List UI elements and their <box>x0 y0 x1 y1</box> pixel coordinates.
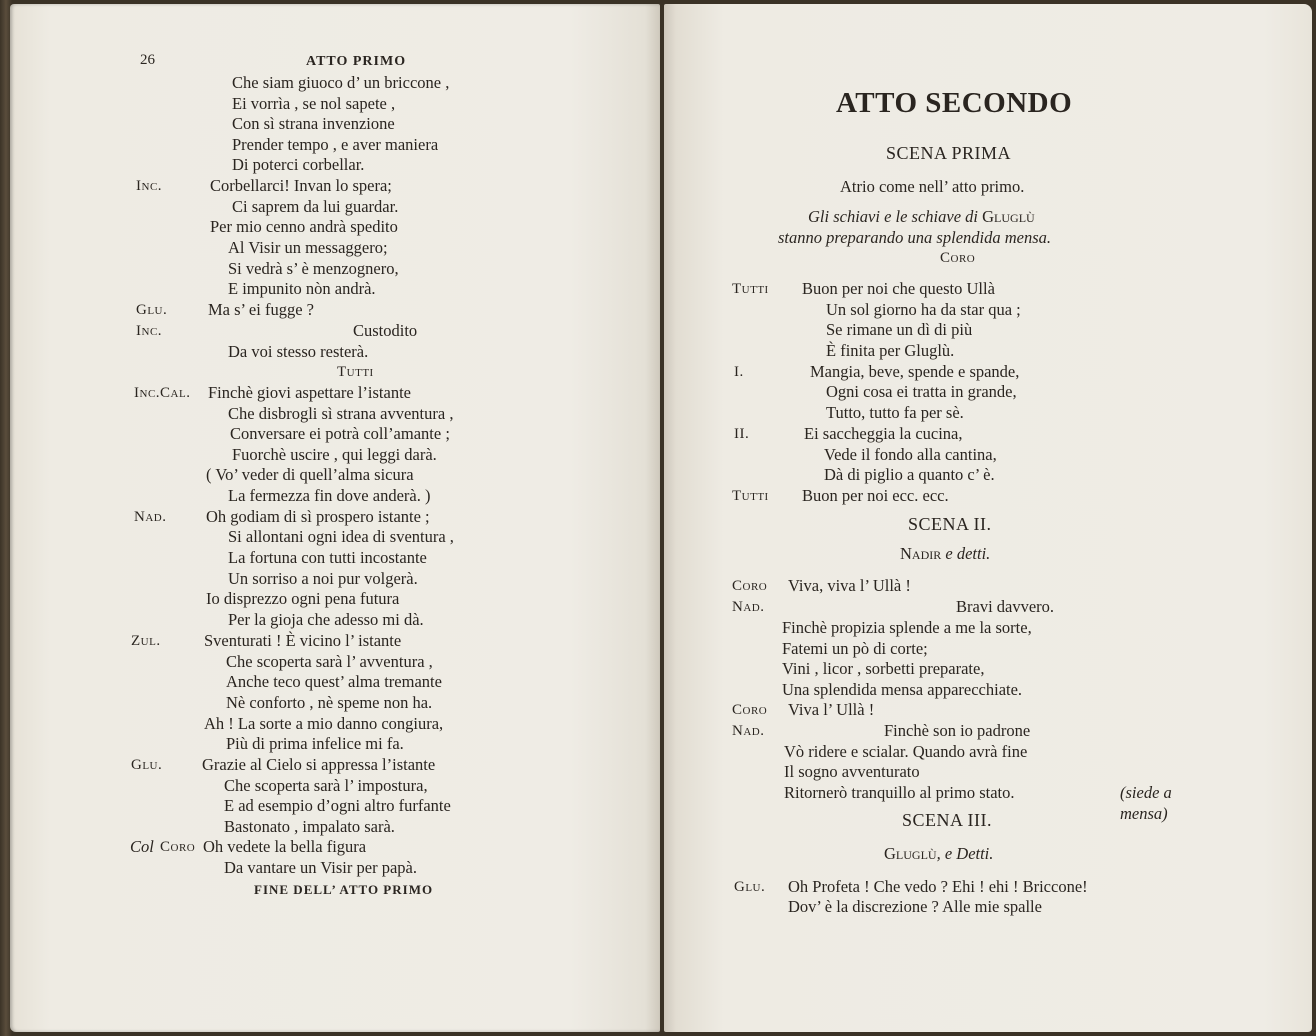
page-number: 26 <box>140 52 155 68</box>
running-head: ATTO PRIMO <box>306 54 407 69</box>
speaker-label: Inc. <box>136 178 163 194</box>
verse-line: Ei vorrìa , se nol sapete , <box>232 94 396 113</box>
verse-line: Che scoperta sarà l’ impostura, <box>224 776 428 795</box>
verse-line: Più di prima infelice mi fa. <box>226 734 404 753</box>
verse-line: Da voi stesso resterà. <box>228 342 369 361</box>
scene-cast: Nadir e detti. <box>900 544 991 563</box>
verse-line: Da vantare un Visir per papà. <box>224 858 417 877</box>
speaker-label: Nad. <box>732 599 765 615</box>
speaker-label: Tutti <box>732 488 769 504</box>
verse-line: Viva, viva l’ Ullà ! <box>788 576 911 595</box>
speaker-label: II. <box>734 426 750 442</box>
verse-line: Grazie al Cielo si appressa l’istante <box>202 755 436 774</box>
stage-direction: Gli schiavi e le schiave di Gluglù <box>808 207 1035 226</box>
verse-line: Oh Profeta ! Che vedo ? Ehi ! ehi ! Briccone! <box>788 877 1088 896</box>
speaker-label: Nad. <box>134 509 167 525</box>
verse-line: Ritornerò tranquillo al primo stato. <box>784 783 1015 802</box>
verse-line: Ei saccheggia la cucina, <box>804 424 963 443</box>
verse-line: Tutto, tutto fa per sè. <box>826 403 964 422</box>
act-title: ATTO SECONDO <box>836 87 1073 119</box>
left-page <box>10 4 660 1032</box>
verse-line: Dà di piglio a quanto c’ è. <box>824 465 995 484</box>
verse-line: Ah ! La sorte a mio danno congiura, <box>204 714 444 733</box>
verse-line: Vini , licor , sorbetti preparate, <box>782 659 985 678</box>
stage-direction: (siede a <box>1120 783 1172 802</box>
verse-line: Un sol giorno ha da star qua ; <box>826 300 1021 319</box>
speaker-label: Coro <box>160 839 196 855</box>
verse-line: Il sogno avventurato <box>784 762 920 781</box>
speaker-label: Inc. <box>136 323 163 339</box>
verse-line: La fermezza fin dove anderà. ) <box>228 486 431 505</box>
speaker-label: Col <box>130 837 154 856</box>
verse-line: Nè conforto , nè speme non ha. <box>226 693 433 712</box>
verse-line: Ogni cosa ei tratta in grande, <box>826 382 1017 401</box>
verse-line: Conversare ei potrà coll’amante ; <box>230 424 450 443</box>
act-end-footer: FINE DELL’ ATTO PRIMO <box>254 882 434 897</box>
verse-line: Di poterci corbellar. <box>232 155 365 174</box>
verse-line: Anche teco quest’ alma tremante <box>226 672 442 691</box>
verse-line: Io disprezzo ogni pena futura <box>206 589 400 608</box>
speaker-label: Nad. <box>732 723 765 739</box>
verse-line: Che disbrogli sì strana avventura , <box>228 404 454 423</box>
verse-line: Si vedrà s’ è menzognero, <box>228 259 399 278</box>
verse-line: Oh vedete la bella figura <box>203 837 367 856</box>
verse-line: Ma s’ ei fugge ? <box>208 300 314 319</box>
stage-direction: stanno preparando una splendida mensa. <box>778 228 1052 247</box>
verse-line: E impunito nòn andrà. <box>228 279 376 298</box>
stage-direction: mensa) <box>1120 804 1168 823</box>
verse-line: Con sì strana invenzione <box>232 114 395 133</box>
speaker-label: Coro <box>732 702 768 718</box>
verse-line: Buon per noi ecc. ecc. <box>802 486 949 505</box>
verse-line: Che scoperta sarà l’ avventura , <box>226 652 433 671</box>
verse-line: Bravi davvero. <box>956 597 1055 616</box>
speaker-label: Glu. <box>734 879 766 895</box>
speaker-label: Tutti <box>732 281 769 297</box>
verse-line: ( Vo’ veder di quell’alma sicura <box>206 465 414 484</box>
verse-line: Corbellarci! Invan lo spera; <box>210 176 392 195</box>
verse-line: Custodito <box>353 321 418 340</box>
scene-setting: Atrio come nell’ atto primo. <box>840 177 1025 196</box>
verse-line: Per mio cenno andrà spedito <box>210 217 398 236</box>
chorus-label: Coro <box>940 250 976 266</box>
verse-line: Per la gioja che adesso mi dà. <box>228 610 424 629</box>
verse-line: Buon per noi che questo Ullà <box>802 279 995 298</box>
speaker-label: Zul. <box>131 633 161 649</box>
verse-line: Finchè giovi aspettare l’istante <box>208 383 411 402</box>
verse-line: Che siam giuoco d’ un briccone , <box>232 73 450 92</box>
verse-line: Mangia, beve, spende e spande, <box>810 362 1020 381</box>
verse-line: Prender tempo , e aver maniera <box>232 135 439 154</box>
speaker-label: I. <box>734 364 744 380</box>
verse-line: Una splendida mensa apparecchiate. <box>782 680 1023 699</box>
scene-title: SCENA III. <box>902 810 992 830</box>
scene-title: SCENA II. <box>908 514 992 534</box>
verse-line: Oh godiam di sì prospero istante ; <box>206 507 430 526</box>
speaker-label: Coro <box>732 578 768 594</box>
speaker-label: Inc.Cal. <box>134 385 191 401</box>
verse-line: Bastonato , impalato sarà. <box>224 817 395 836</box>
verse-line: Fuorchè uscire , qui leggi darà. <box>232 445 437 464</box>
verse-line: Finchè son io padrone <box>884 721 1031 740</box>
speaker-label: Glu. <box>136 302 168 318</box>
verse-line: Viva l’ Ullà ! <box>788 700 875 719</box>
speaker-label: Glu. <box>131 757 163 773</box>
verse-line: Finchè propizia splende a me la sorte, <box>782 618 1032 637</box>
verse-line: Si allontani ogni idea di sventura , <box>228 527 454 546</box>
verse-line: È finita per Gluglù. <box>826 341 955 360</box>
verse-line: Dov’ è la discrezione ? Alle mie spalle <box>788 897 1042 916</box>
verse-line: E ad esempio d’ogni altro furfante <box>224 796 451 815</box>
chorus-label: Tutti <box>337 364 374 380</box>
scene-title: SCENA PRIMA <box>886 143 1012 163</box>
verse-line: Se rimane un dì di più <box>826 320 973 339</box>
verse-line: Vede il fondo alla cantina, <box>824 445 997 464</box>
verse-line: Un sorriso a noi pur volgerà. <box>228 569 418 588</box>
verse-line: Fatemi un pò di corte; <box>782 639 928 658</box>
scene-cast: Gluglù, e Detti. <box>884 844 994 863</box>
verse-line: La fortuna con tutti incostante <box>228 548 427 567</box>
verse-line: Sventurati ! È vicino l’ istante <box>204 631 402 650</box>
verse-line: Al Visir un messaggero; <box>228 238 388 257</box>
right-page <box>664 4 1312 1032</box>
verse-line: Vò ridere e scialar. Quando avrà fine <box>784 742 1028 761</box>
verse-line: Ci saprem da lui guardar. <box>232 197 399 216</box>
